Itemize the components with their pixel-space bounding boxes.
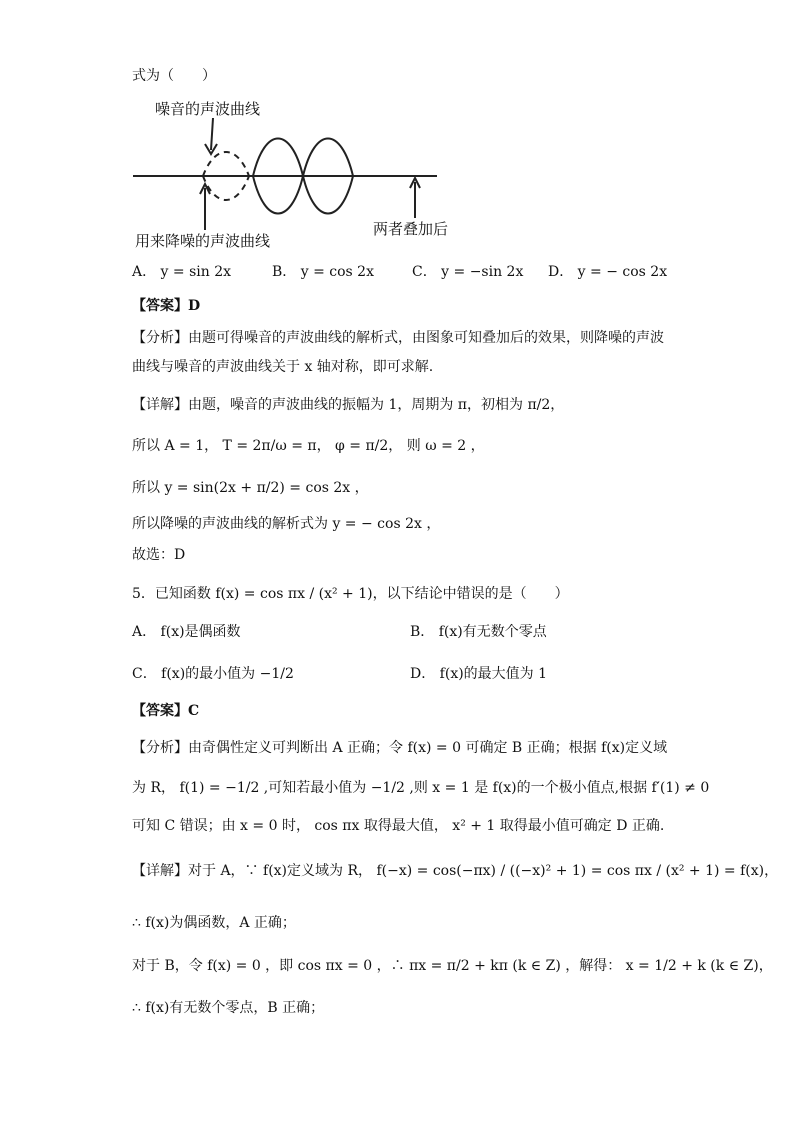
- q5-answer: 【答案】C: [132, 703, 200, 719]
- label-sum-wave: 两者叠加后: [373, 220, 449, 238]
- noise-wave-dashed: [203, 152, 249, 176]
- q5-option-b: B． f(x)有无数个零点: [410, 624, 547, 640]
- q4-detail-line-5: 故选：D: [132, 547, 186, 563]
- cancel-wave-dashed: [203, 176, 249, 200]
- q4-option-d: D． y = − cos 2x: [548, 264, 668, 280]
- q4-detail-line-1: 【详解】由题，噪音的声波曲线的振幅为 1，周期为 π，初相为 π/2，: [132, 397, 565, 413]
- q4-analysis-line-2: 曲线与噪音的声波曲线关于 x 轴对称，即可求解.: [132, 359, 434, 375]
- q4-option-c: C． y = −sin 2x: [412, 264, 524, 280]
- q5-analysis-line-2: 为 R， f(1) = −1/2 ,可知若最小值为 −1/2 ,则 x = 1 是 f(x)的一个极小值点,根据 f′(1) ≠ 0: [132, 780, 710, 796]
- q5-detail-line-1: 【详解】对于 A，∵ f(x)定义域为 R， f(−x) = cos(−πx) / ((−x)² + 1) = cos πx / (x² + 1) = f(x)，: [132, 863, 779, 879]
- label-cancel-wave: 用来降噪的声波曲线: [135, 232, 271, 250]
- q5-detail-line-4: ∴ f(x)有无数个零点，B 正确；: [132, 1000, 325, 1016]
- q4-detail-line-4: 所以降噪的声波曲线的解析式为 y = − cos 2x ，: [132, 516, 441, 532]
- q5-option-c: C． f(x)的最小值为 −1/2: [132, 666, 294, 682]
- q4-answer: 【答案】D: [132, 298, 201, 314]
- q5-analysis-line-1: 【分析】由奇偶性定义可判断出 A 正确；令 f(x) = 0 可确定 B 正确；根据 f(x)定义域: [132, 740, 668, 756]
- q5-stem: 5．已知函数 f(x) = cos πx / (x² + 1)，以下结论中错误的是（ ）: [132, 586, 569, 602]
- q5-option-d: D． f(x)的最大值为 1: [410, 666, 548, 682]
- q5-detail-line-2: ∴ f(x)为偶函数，A 正确；: [132, 915, 296, 931]
- q4-detail-line-3: 所以 y = sin(2x + π/2) = cos 2x ，: [132, 480, 369, 496]
- q4-analysis-line-1: 【分析】由题可得噪音的声波曲线的解析式，由图象可知叠加后的效果，则降噪的声波: [132, 330, 664, 346]
- label-noise-wave: 噪音的声波曲线: [155, 100, 261, 118]
- sound-wave-figure: [125, 92, 455, 252]
- arrow-noise-line: [211, 118, 213, 150]
- q5-option-a: A． f(x)是偶函数: [132, 624, 241, 640]
- q4-option-a: A． y = sin 2x: [132, 264, 232, 280]
- q5-analysis-line-3: 可知 C 错误；由 x = 0 时， cos πx 取得最大值， x² + 1 取得最小值可确定 D 正确.: [132, 818, 665, 834]
- question-stem-tail: 式为（ ）: [132, 68, 216, 84]
- q5-detail-line-3: 对于 B，令 f(x) = 0 ，即 cos πx = 0 ，∴ πx = π/2 + kπ (k ∈ Z) ，解得： x = 1/2 + k (k ∈ Z)，: [132, 958, 773, 974]
- q4-option-b: B． y = cos 2x: [272, 264, 374, 280]
- q4-detail-line-2: 所以 A = 1， T = 2π/ω = π， φ = π/2， 则 ω = 2 ，: [132, 438, 485, 454]
